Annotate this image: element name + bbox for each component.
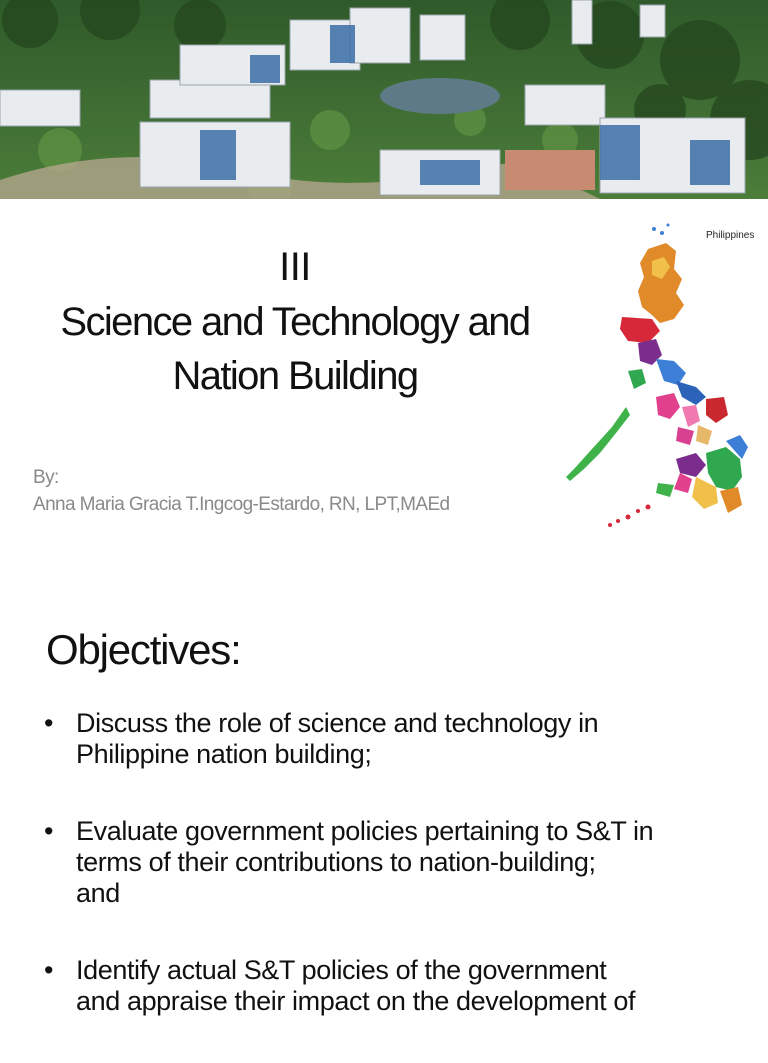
objectives-heading: Objectives: (46, 626, 241, 673)
objective-item (44, 955, 744, 1017)
campus-photo (0, 0, 768, 199)
objective-line: Evaluate government policies pertaining to S&T in (76, 816, 654, 846)
map-caption: Philippines (706, 230, 755, 241)
by-label: By: (33, 467, 59, 488)
objective-item (44, 708, 744, 770)
slide-title (0, 247, 590, 403)
title-number: III (279, 245, 311, 289)
objective-line: Philippine nation building; (76, 739, 372, 769)
bullet-icon: • (44, 816, 54, 846)
title-slide (0, 199, 768, 599)
objective-item (44, 816, 744, 909)
bullet-icon: • (44, 955, 54, 985)
objective-line: and appraise their impact on the development of (76, 986, 636, 1016)
author-name: Anna Maria Gracia T.Ingcog-Estardo, RN, LPT,MAEd (33, 494, 450, 515)
objectives-slide (0, 600, 768, 1024)
objective-line: Identify actual S&T policies of the government (76, 955, 607, 985)
objective-line: and (76, 878, 120, 908)
title-line-1: Science and Technology and (60, 300, 530, 344)
objective-line: Discuss the role of science and technology in (76, 708, 599, 738)
title-line-2: Nation Building (172, 354, 418, 398)
philippines-map-image (556, 221, 768, 541)
bullet-icon: • (44, 708, 54, 738)
objective-line: terms of their contributions to nation-building; (76, 847, 596, 877)
byline (33, 464, 450, 518)
objectives-list (44, 708, 744, 1063)
